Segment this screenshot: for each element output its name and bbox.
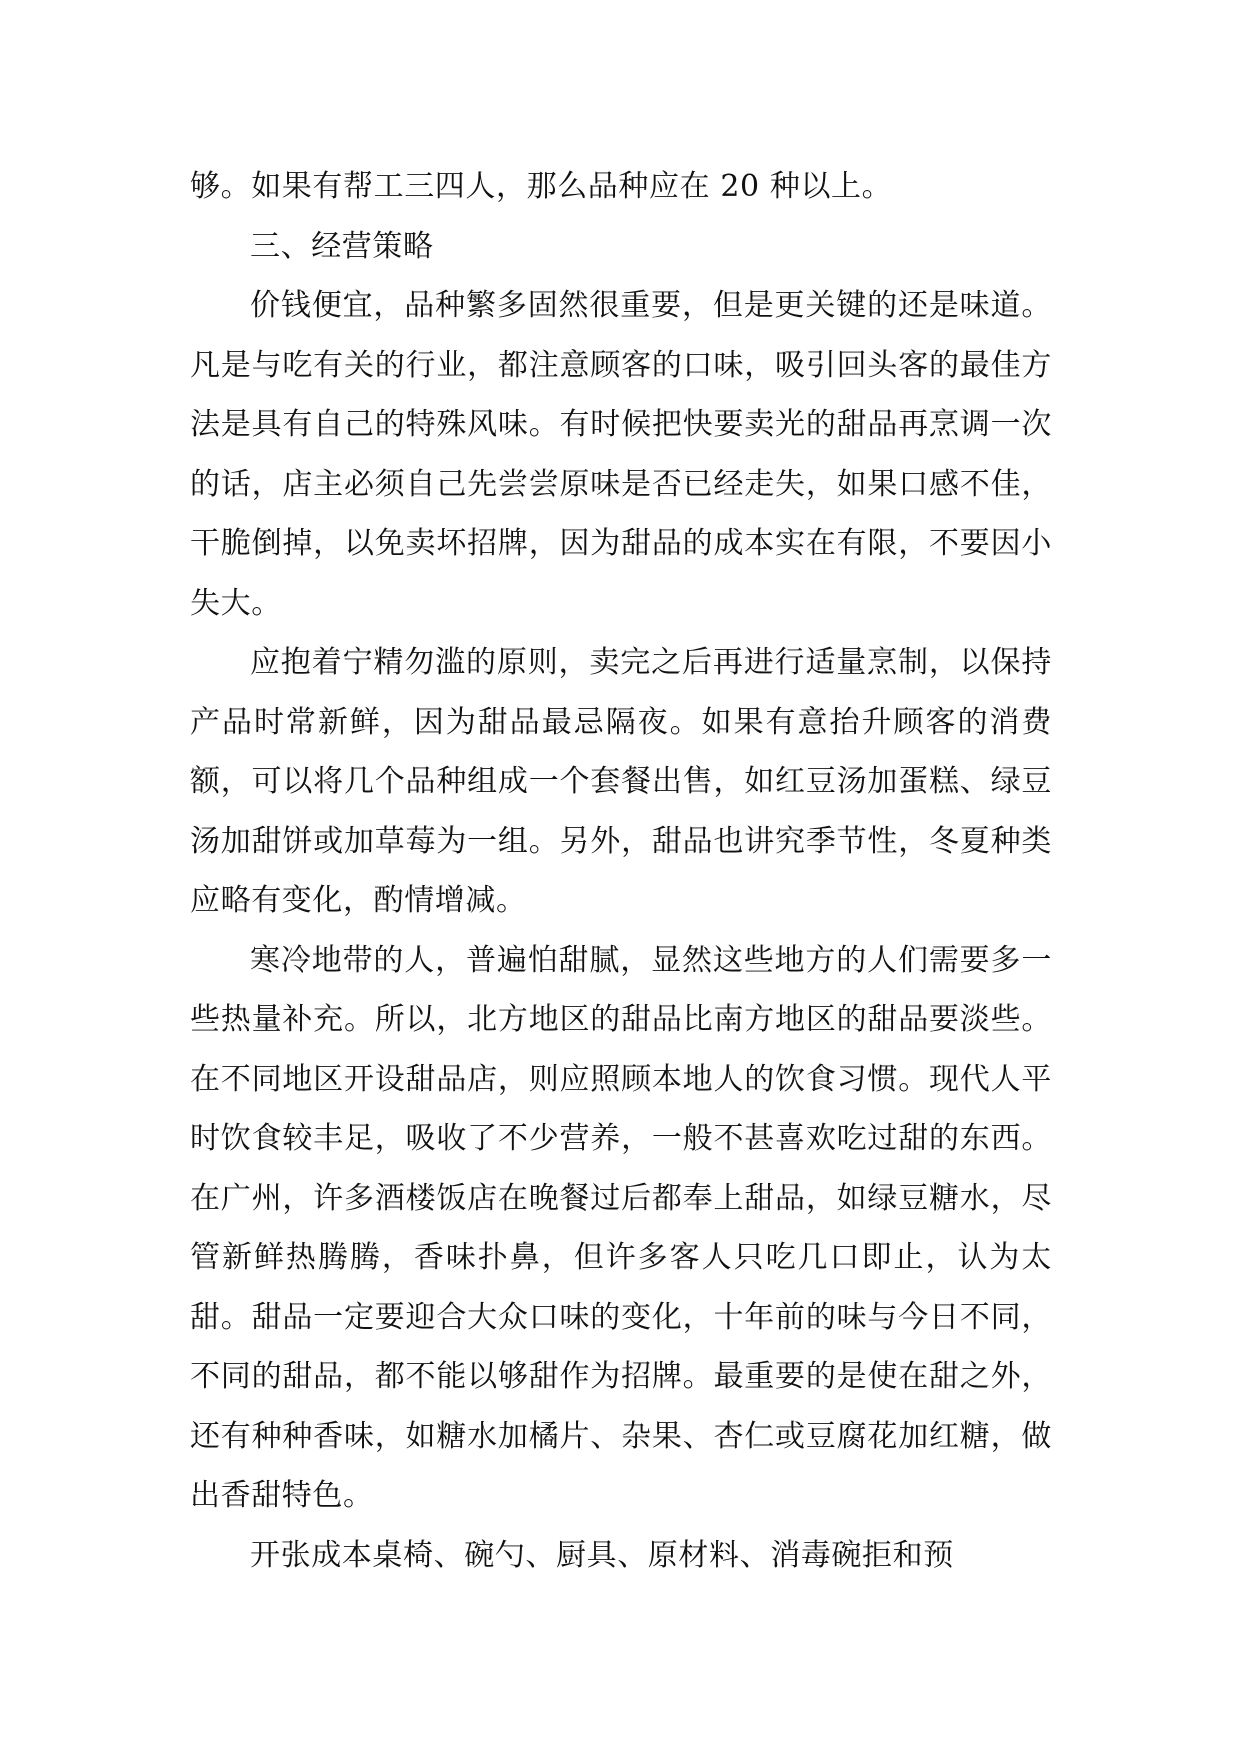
paragraph: 价钱便宜，品种繁多固然很重要，但是更关键的还是味道。凡是与吃有关的行业，都注意顾客的口味，吸引回头客的最佳方法是具有自己的特殊风味。有时候把快要卖光的甜品再烹调一次的话，店主必须自己先尝尝原味是否已经走失，如果口感不佳，干脆倒掉，以免卖坏招牌，因为甜品的成本实在有限，不要因小失大。 bbox=[190, 288, 1052, 621]
paragraph: 寒冷地带的人，普遍怕甜腻，显然这些地方的人们需要多一些热量补充。所以，北方地区的甜品比南方地区的甜品要淡些。在不同地区开设甜品店，则应照顾本地人的饮食习惯。现代人平时饮食较丰足，吸收了不少营养，一般不甚喜欢吃过甜的东西。在广州，许多酒楼饭店在晚餐过后都奉上甜品，如绿豆糖水，尽管新鲜热腾腾，香味扑鼻，但许多客人只吃几口即止，认为太甜。甜品一定要迎合大众口味的变化，十年前的味与今日不同，不同的甜品，都不能以够甜作为招牌。最重要的是使在甜之外，还有种种香味，如糖水加橘片、杂果、杏仁或豆腐花加红糖，做出香甜特色。 bbox=[190, 942, 1052, 1513]
paragraph: 应抱着宁精勿滥的原则，卖完之后再进行适量烹制，以保持产品时常新鲜，因为甜品最忌隔夜。如果有意抬升顾客的消费额，可以将几个品种组成一个套餐出售，如红豆汤加蛋糕、绿豆汤加甜饼或加草莓为一组。另外，甜品也讲究季节性，冬夏种类应略有变化，酌情增减。 bbox=[190, 645, 1052, 918]
paragraph-continuation: 够。如果有帮工三四人，那么品种应在 20 种以上。 bbox=[190, 169, 893, 204]
paragraph: 开张成本桌椅、碗勺、厨具、原材料、消毒碗拒和预 bbox=[250, 1537, 954, 1573]
document-body bbox=[190, 157, 1052, 1585]
section-heading: 三、经营策略 bbox=[250, 228, 434, 264]
